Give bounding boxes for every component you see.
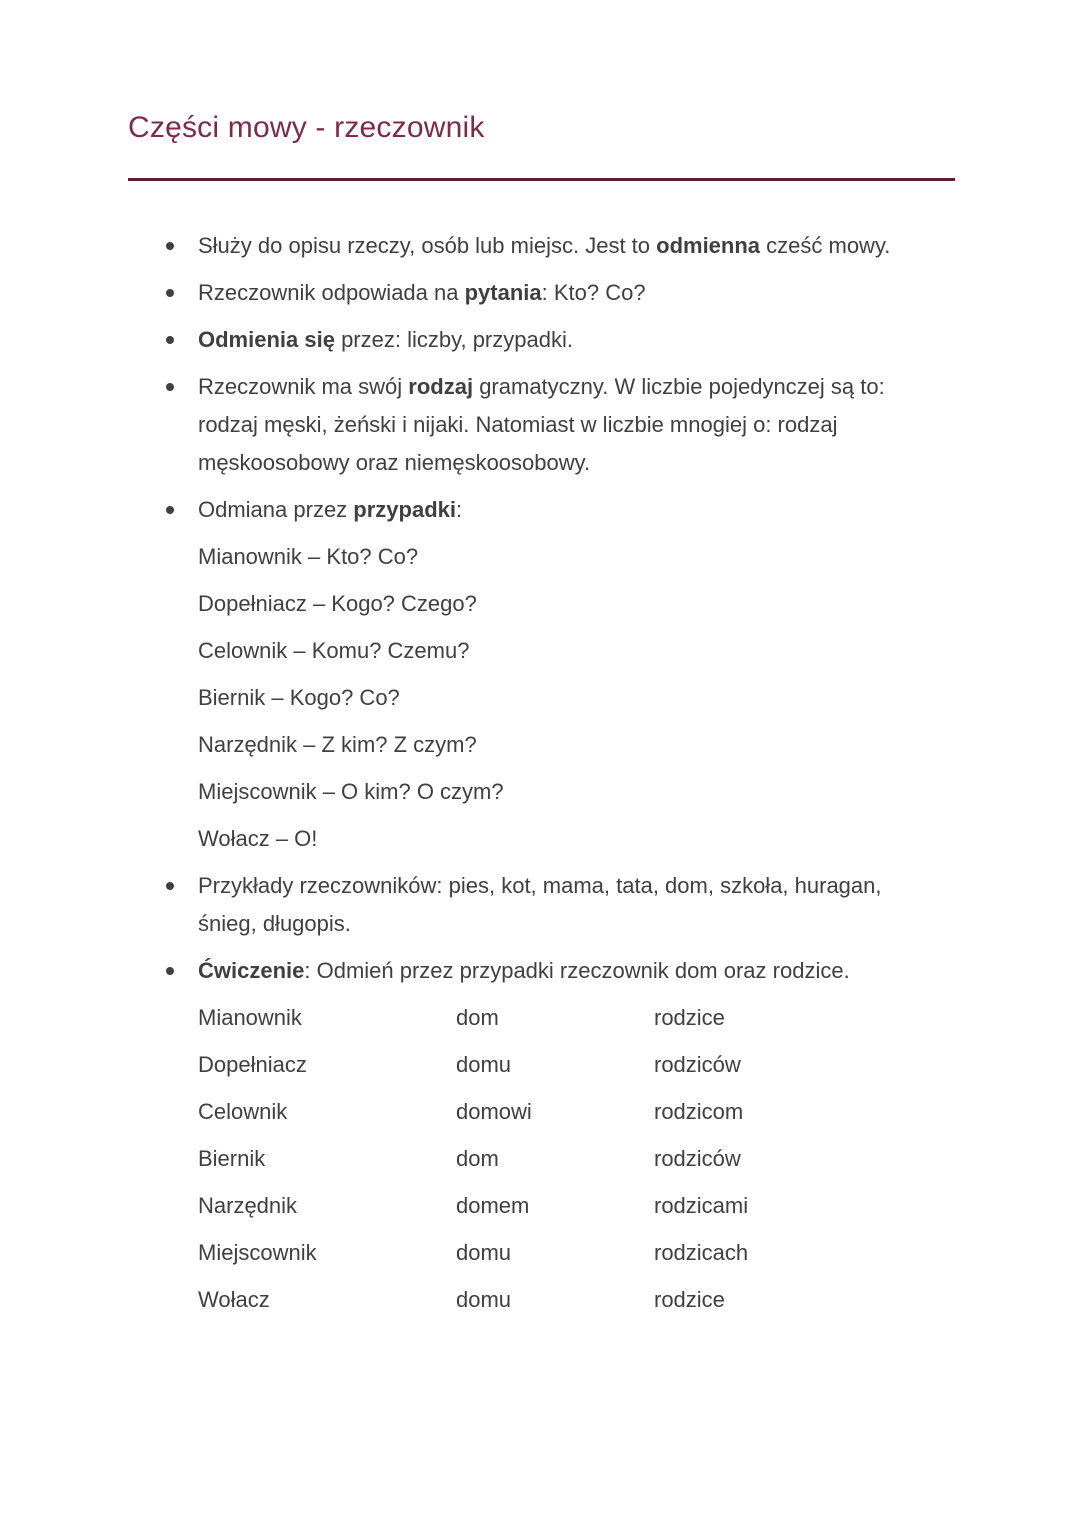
bullet-text	[198, 867, 898, 943]
table-cell: rodzice	[654, 1005, 725, 1030]
bullet-icon	[166, 491, 198, 529]
table-cell: rodziców	[654, 1052, 741, 1077]
bullet-icon	[166, 867, 198, 943]
bullet-icon	[166, 227, 198, 265]
text-segment: Rzeczownik odpowiada na	[198, 280, 465, 305]
bullet-text	[198, 491, 462, 529]
bold-text-segment: Ćwiczenie	[198, 958, 305, 983]
bold-text-segment: odmienna	[656, 233, 761, 258]
bullet-item	[128, 227, 955, 265]
bullet-item	[128, 321, 955, 359]
bullet-text	[198, 321, 573, 359]
bullet-text	[198, 952, 850, 990]
case-line: Wołacz – O!	[198, 826, 318, 851]
bullet-item	[128, 952, 955, 990]
text-segment: Przykłady rzeczowników: pies, kot, mama, tata, dom, szkoła, huragan, śnieg, długopis.	[198, 873, 882, 936]
bullet-item	[128, 867, 955, 943]
case-line: Mianownik – Kto? Co?	[198, 544, 419, 569]
table-row	[198, 1234, 955, 1272]
case-line: Narzędnik – Z kim? Z czym?	[198, 732, 477, 757]
bold-text-segment: pytania	[464, 280, 542, 305]
bold-text-segment: rodzaj	[408, 374, 474, 399]
table-cell: domu	[456, 1052, 512, 1077]
table-row	[198, 1187, 955, 1225]
case-list	[198, 538, 955, 858]
text-segment: przez: liczby, przypadki.	[334, 327, 573, 352]
declension-table	[198, 999, 955, 1319]
text-segment: cześć mowy.	[760, 233, 891, 258]
table-cell: Wołacz	[198, 1287, 270, 1312]
table-cell: domu	[456, 1240, 512, 1265]
text-segment: : Odmień przez przypadki rzeczownik dom oraz rodzice.	[304, 958, 850, 983]
table-cell: Mianownik	[198, 1005, 302, 1030]
bullet-icon	[166, 274, 198, 312]
case-line: Miejscownik – O kim? O czym?	[198, 779, 504, 804]
table-row	[198, 1093, 955, 1131]
title-rule	[128, 178, 955, 181]
bullet-item	[128, 274, 955, 312]
table-cell: rodzicami	[654, 1193, 749, 1218]
table-cell: rodzicom	[654, 1099, 744, 1124]
table-row	[198, 1140, 955, 1178]
table-cell: domem	[456, 1193, 530, 1218]
case-line: Dopełniacz – Kogo? Czego?	[198, 591, 477, 616]
text-segment: gramatyczny. W liczbie pojedynczej są to: rodzaj męski, żeński i nijaki. Natomiast w liczbie mnogiej o: rodzaj męskoosobowy oraz niemęskoosobowy.	[198, 374, 885, 475]
case-line: Biernik – Kogo? Co?	[198, 685, 400, 710]
bold-text-segment: przypadki	[353, 497, 456, 522]
bullet-item	[128, 491, 955, 529]
bold-text-segment: Odmienia się	[198, 327, 335, 352]
bullet-text	[198, 274, 646, 312]
document-content	[128, 227, 955, 1319]
page-title: Części mowy - rzeczownik	[128, 111, 485, 144]
table-cell: domowi	[456, 1099, 532, 1124]
table-row	[198, 999, 955, 1037]
table-row	[198, 1281, 955, 1319]
text-segment: Odmiana przez	[198, 497, 354, 522]
bullet-text	[198, 227, 890, 265]
bullet-icon	[166, 321, 198, 359]
table-cell: Biernik	[198, 1146, 266, 1171]
table-cell: Dopełniacz	[198, 1052, 307, 1077]
table-cell: rodzicach	[654, 1240, 749, 1265]
case-line: Celownik – Komu? Czemu?	[198, 638, 470, 663]
table-cell: dom	[456, 1005, 499, 1030]
table-cell: rodzice	[654, 1287, 725, 1312]
bullet-text	[198, 368, 898, 482]
table-cell: Miejscownik	[198, 1240, 317, 1265]
text-segment: :	[456, 497, 463, 522]
table-cell: Celownik	[198, 1099, 288, 1124]
table-cell: rodziców	[654, 1146, 741, 1171]
text-segment: Rzeczownik ma swój	[198, 374, 409, 399]
table-cell: dom	[456, 1146, 499, 1171]
table-row	[198, 1046, 955, 1084]
table-cell: domu	[456, 1287, 512, 1312]
bullet-item	[128, 368, 955, 482]
bullet-icon	[166, 368, 198, 482]
table-cell: Narzędnik	[198, 1193, 298, 1218]
text-segment: Służy do opisu rzeczy, osób lub miejsc. Jest to	[198, 233, 657, 258]
bullet-icon	[166, 952, 198, 990]
text-segment: : Kto? Co?	[541, 280, 646, 305]
